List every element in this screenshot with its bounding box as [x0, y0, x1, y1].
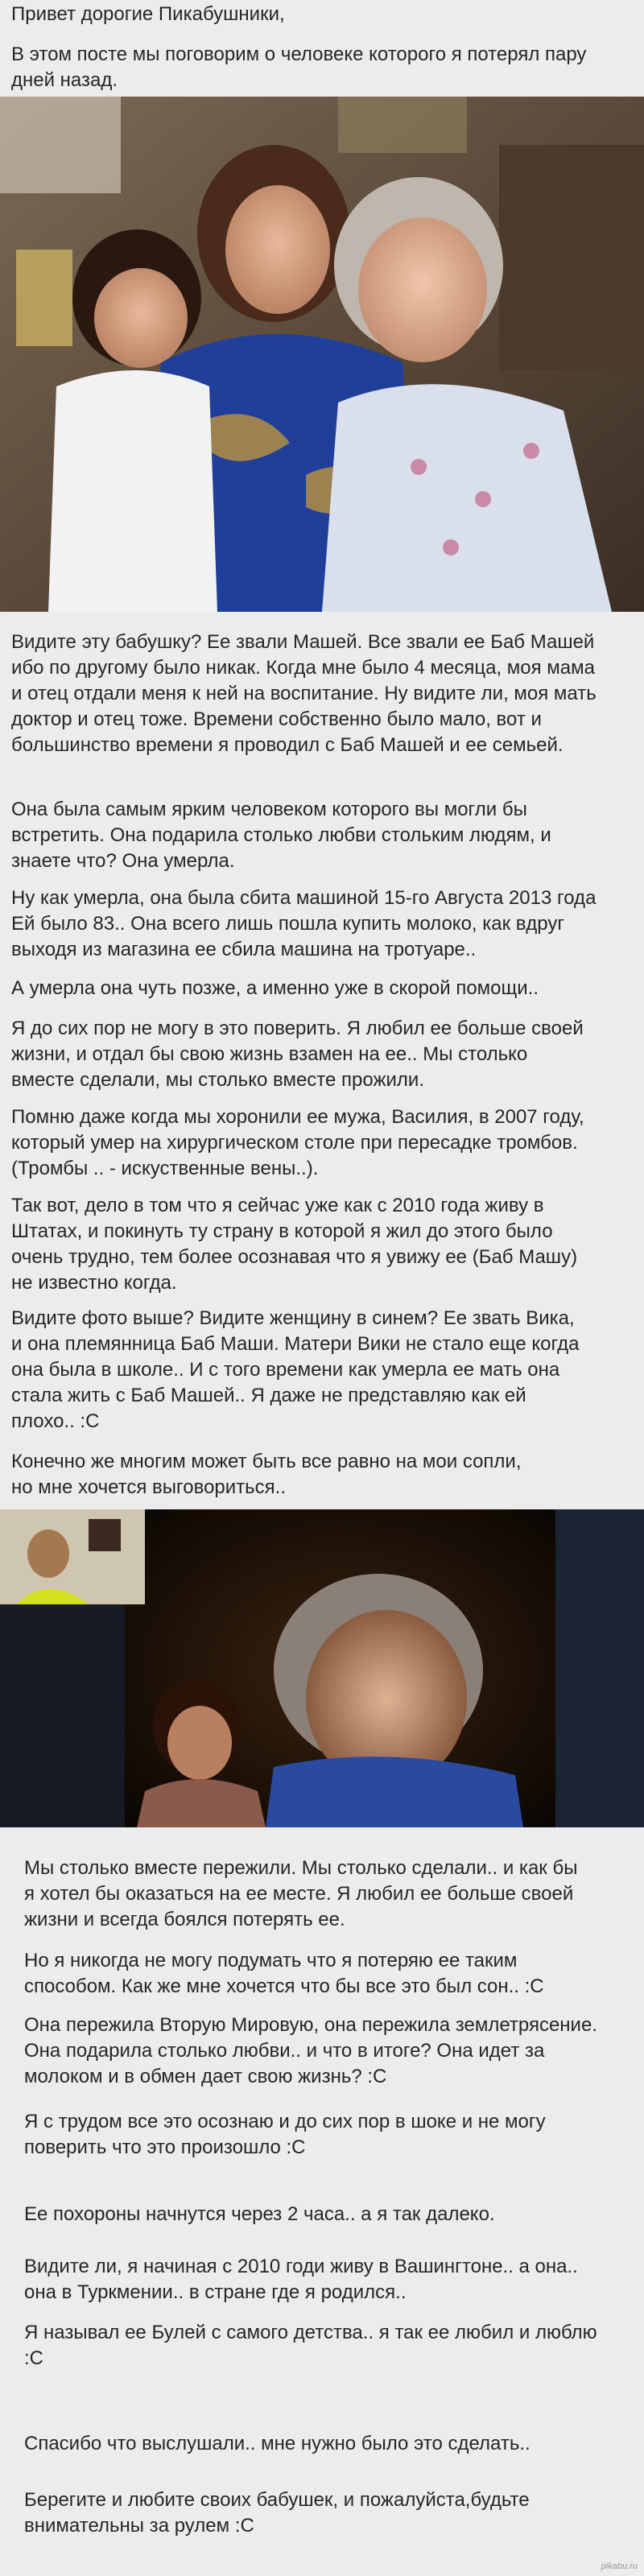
paragraph: Конечно же многим может быть все равно на мои сопли, но мне хочется выговориться..	[11, 1451, 522, 1498]
paragraph: Берегите и любите своих бабушек, и пожалуйста,будьте внимательны за рулем :С	[24, 2489, 530, 2537]
paragraph: Видите эту бабушку? Ее звали Машей. Все звали ее Баб Машей ибо по другому было никак. Когда мне было 4 месяца, моя мама и отец отдали меня к ней на воспитание. Ну видите ли, моя мать доктор и отец тоже. Времени собственно было мало, вот и большинство времени я проводил с Баб Машей и ее семьей.	[11, 631, 597, 756]
intro-text: В этом посте мы поговорим о человеке которого я потерял пару дней назад.	[11, 43, 587, 91]
paragraph: Видите фото выше? Видите женщину в синем? Ее звать Вика, и она племянница Баб Маши. Матери Вики не стало еще когда она была в школе.. И с того времени как умерла ее мать она стала жить с Баб Машей.. Я даже не представляю как ей плохо.. :С	[11, 1307, 580, 1432]
paragraph: Я до сих пор не могу в это поверить. Я любил ее больше своей жизни, и отдал бы свою жизнь взамен на ее.. Мы столько вместе сделали, мы столько вместе прожили.	[11, 1018, 584, 1091]
paragraph: Ее похороны начнутся через 2 часа.. а я так далеко.	[24, 2203, 495, 2225]
paragraph: Она пережила Вторую Мировую, она пережила землетрясение. Она подарила столько любви.. и что в итоге? Она идет за молоком и в обмен дает свою жизнь? :С	[24, 2014, 597, 2087]
paragraph: Так вот, дело в том что я сейчас уже как с 2010 года живу в Штатах, и покинуть ту страну в которой я жил до этого было очень трудно, тем более осознавая что я увижу ее (Баб Машу) не известно когда.	[11, 1195, 578, 1294]
video-call-photo	[0, 1509, 644, 1827]
watermark: pikabu.ru	[601, 2562, 638, 2571]
intro-greeting: Привет дорогие Пикабушники,	[11, 3, 285, 25]
paragraph: Я называл ее Булей с самого детства.. я так ее любил и люблю :С	[24, 2322, 597, 2369]
paragraph: Она была самым ярким человеком которого вы могли бы встретить. Она подарила столько любви стольким людям, и знаете что? Она умерла.	[11, 799, 551, 872]
paragraph: Но я никогда не могу подумать что я потеряю ее таким способом. Как же мне хочется что бы все это был сон.. :С	[24, 1950, 544, 1997]
paragraph: Видите ли, я начиная с 2010 годи живу в Вашингтоне.. а она.. она в Туркмении.. в стране где я родился..	[24, 2256, 578, 2303]
video-call-screenshot-icon	[0, 1509, 644, 1827]
paragraph: А умерла она чуть позже, а именно уже в скорой помощи..	[11, 977, 539, 999]
family-photo-icon	[0, 97, 644, 612]
paragraph: Я с трудом все это осознаю и до сих пор в шоке и не могу поверить что это произошло :С	[24, 2111, 546, 2158]
paragraph: Мы столько вместе пережили. Мы столько сделали.. и как бы я хотел бы оказаться на ее месте. Я любил ее больше своей жизни и всегда боялся потерять ее.	[24, 1857, 578, 1930]
paragraph: Спасибо что выслушали.. мне нужно было это сделать..	[24, 2433, 530, 2454]
paragraph: Помню даже когда мы хоронили ее мужа, Василия, в 2007 году, который умер на хирургическом столе при пересадке тромбов. (Тромбы .. - искуственные вены..).	[11, 1106, 584, 1179]
paragraph: Ну как умерла, она была сбита машиной 15-го Августа 2013 года Ей было 83.. Она всего лишь пошла купить молоко, как вдруг выходя из магазина ее сбила машина на тротуаре..	[11, 887, 597, 960]
family-photo	[0, 97, 644, 612]
